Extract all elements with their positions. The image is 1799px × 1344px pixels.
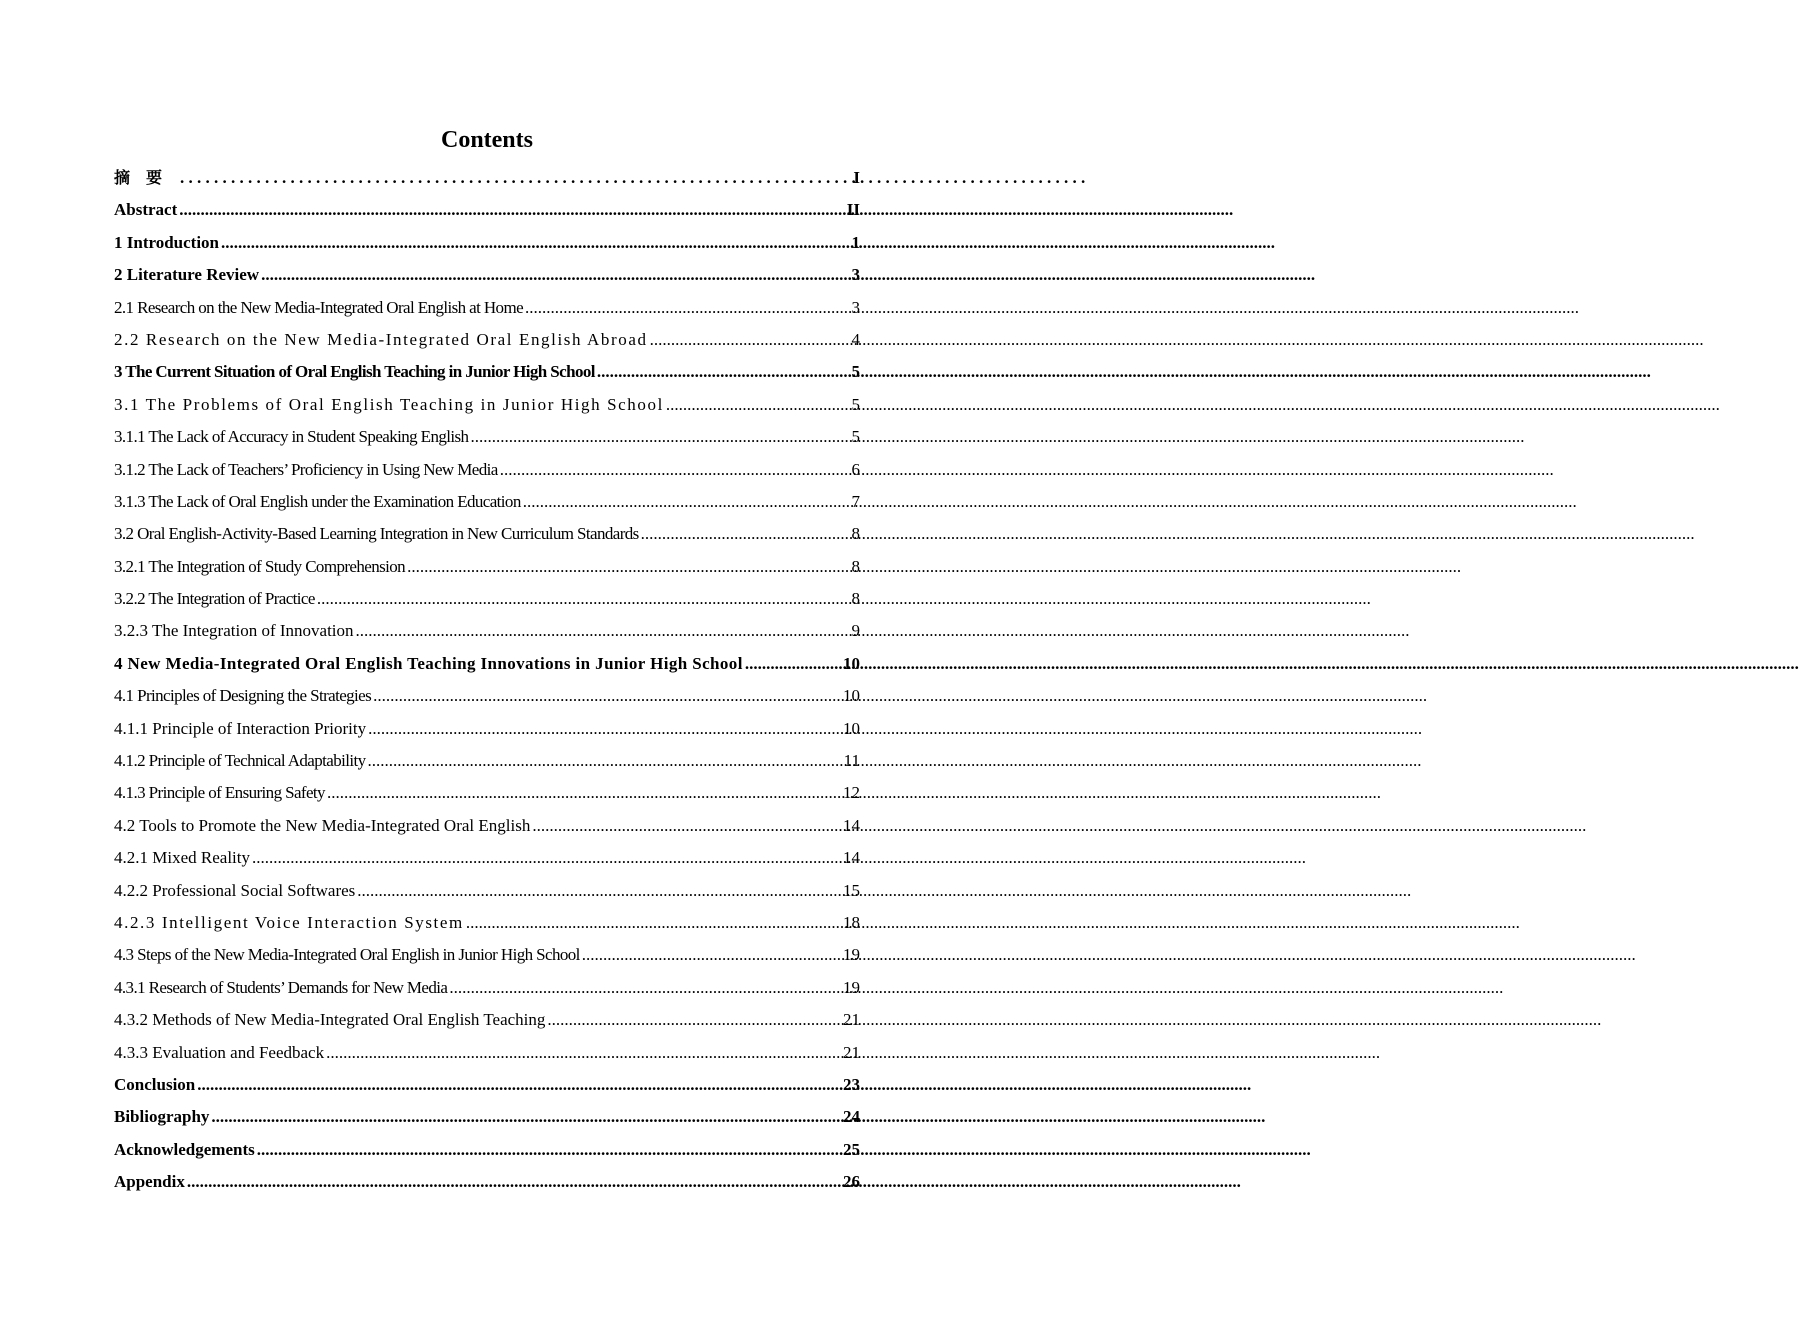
toc-entry-label: 4.2 Tools to Promote the New Media-Integrated Oral English xyxy=(114,815,531,835)
toc-leader-dots xyxy=(525,292,849,324)
toc-entry-4-1-1[interactable] xyxy=(114,713,860,745)
toc-entry-page: 15 xyxy=(843,880,860,900)
toc-leader-dots xyxy=(327,777,841,809)
table-of-contents xyxy=(114,162,860,1199)
toc-entry-conclusion[interactable] xyxy=(114,1069,860,1101)
toc-entry-4-1-3[interactable] xyxy=(114,777,860,809)
toc-entry-label: 3.1.1 The Lack of Accuracy in Student Speaking English xyxy=(114,427,469,447)
toc-entry-page: 24 xyxy=(843,1107,860,1127)
toc-leader-dots xyxy=(221,227,849,259)
toc-entry-label: 4.3 Steps of the New Media-Integrated Oral English in Junior High School xyxy=(114,945,580,965)
toc-leader-dots xyxy=(745,648,841,680)
toc-entry-page: 12 xyxy=(843,783,860,803)
toc-entry-page: 19 xyxy=(843,945,860,965)
toc-entry-page: 21 xyxy=(843,1010,860,1030)
toc-entry-page: 14 xyxy=(843,815,860,835)
toc-entry-chapter-3[interactable] xyxy=(114,356,860,388)
toc-leader-dots xyxy=(500,454,850,486)
toc-entry-4-2[interactable] xyxy=(114,810,860,842)
toc-leader-dots xyxy=(252,842,841,874)
toc-entry-page: I xyxy=(853,168,860,187)
toc-entry-page: 4 xyxy=(851,329,860,349)
toc-entry-3-2-2[interactable] xyxy=(114,583,860,615)
toc-entry-2-1[interactable] xyxy=(114,292,860,324)
toc-entry-page: II xyxy=(846,200,860,220)
toc-entry-page: 19 xyxy=(843,977,860,997)
toc-entry-label: Bibliography xyxy=(114,1107,210,1127)
toc-entry-page: 14 xyxy=(843,848,860,868)
toc-entry-label: 4.3.1 Research of Students’ Demands for New Media xyxy=(114,977,448,997)
toc-entry-label: 4.2.3 Intelligent Voice Interaction System xyxy=(114,912,464,932)
toc-entry-page: 21 xyxy=(843,1042,860,1062)
toc-entry-label: 4.2.1 Mixed Reality xyxy=(114,848,250,868)
toc-leader-dots xyxy=(180,162,851,194)
toc-entry-4-2-2[interactable] xyxy=(114,875,860,907)
toc-entry-3-1-2[interactable] xyxy=(114,454,860,486)
toc-entry-introduction[interactable] xyxy=(114,227,860,259)
toc-entry-label: 3.2.3 The Integration of Innovation xyxy=(114,621,354,641)
toc-entry-page: 10 xyxy=(843,718,860,738)
toc-leader-dots xyxy=(470,421,849,453)
toc-entry-page: 7 xyxy=(851,491,860,511)
toc-entry-label: 4.1.2 Principle of Technical Adaptability xyxy=(114,751,366,771)
toc-leader-dots xyxy=(650,324,850,356)
toc-leader-dots xyxy=(368,745,842,777)
toc-entry-label: 4.1 Principles of Designing the Strategies xyxy=(114,686,372,706)
page-title: Contents xyxy=(440,127,533,153)
toc-entry-page: 8 xyxy=(851,589,860,609)
toc-entry-page: 8 xyxy=(851,556,860,576)
toc-leader-dots xyxy=(449,972,841,1004)
toc-leader-dots xyxy=(666,389,850,421)
toc-entry-page: 26 xyxy=(843,1172,860,1192)
toc-leader-dots xyxy=(523,486,850,518)
toc-entry-label: Abstract xyxy=(114,200,178,220)
toc-entry-label: 4.1.3 Principle of Ensuring Safety xyxy=(114,783,325,803)
toc-leader-dots xyxy=(466,907,841,939)
toc-entry-3-2[interactable] xyxy=(114,518,860,550)
toc-entry-3-2-1[interactable] xyxy=(114,551,860,583)
toc-entry-label: 4.3.3 Evaluation and Feedback xyxy=(114,1042,325,1062)
toc-entry-acknowledgements[interactable] xyxy=(114,1134,860,1166)
toc-entry-page: 3 xyxy=(851,265,860,285)
toc-entry-page: 8 xyxy=(851,524,860,544)
toc-entry-label: 摘要 xyxy=(114,168,179,187)
toc-entry-bibliography[interactable] xyxy=(114,1101,860,1133)
toc-entry-2-2[interactable] xyxy=(114,324,860,356)
toc-entry-4-2-1[interactable] xyxy=(114,842,860,874)
toc-entry-label: 2.1 Research on the New Media-Integrated Oral English at Home xyxy=(114,297,524,317)
toc-entry-label: 3.2.1 The Integration of Study Comprehension xyxy=(114,556,406,576)
toc-entry-label: 3.2.2 The Integration of Practice xyxy=(114,589,315,609)
toc-entry-page: 6 xyxy=(851,459,860,479)
toc-entry-label: 4.3.2 Methods of New Media-Integrated Oral English Teaching xyxy=(114,1010,546,1030)
toc-leader-dots xyxy=(357,875,841,907)
toc-leader-dots xyxy=(261,259,849,291)
toc-entry-label: Acknowledgements xyxy=(114,1139,255,1159)
toc-leader-dots xyxy=(326,1037,841,1069)
toc-entry-label: 3.2 Oral English-Activity-Based Learning Integration in New Curriculum Standards xyxy=(114,524,639,544)
toc-entry-label: 1 Introduction xyxy=(114,232,220,252)
toc-entry-page: 3 xyxy=(851,297,860,317)
toc-entry-label: 4.2.2 Professional Social Softwares xyxy=(114,880,356,900)
toc-entry-page: 5 xyxy=(851,362,860,382)
toc-entry-label: 2 Literature Review xyxy=(114,265,260,285)
toc-entry-label: 3.1.3 The Lack of Oral English under the Examination Education xyxy=(114,491,521,511)
toc-entry-label: Appendix xyxy=(114,1172,185,1192)
toc-entry-4-3-2[interactable] xyxy=(114,1004,860,1036)
toc-entry-page: 5 xyxy=(851,394,860,414)
toc-entry-abstract-chinese[interactable] xyxy=(114,162,860,194)
toc-entry-4-3-3[interactable] xyxy=(114,1037,860,1069)
toc-leader-dots xyxy=(368,713,841,745)
toc-entry-4-1-2[interactable] xyxy=(114,745,860,777)
toc-entry-page: 10 xyxy=(843,686,860,706)
toc-entry-label: 4.1.1 Principle of Interaction Priority xyxy=(114,718,367,738)
toc-entry-3-1-3[interactable] xyxy=(114,486,860,518)
toc-entry-label: 2.2 Research on the New Media-Integrated Oral English Abroad xyxy=(114,329,648,349)
toc-entry-4-1[interactable] xyxy=(114,680,860,712)
toc-entry-3-2-3[interactable] xyxy=(114,615,860,647)
toc-leader-dots xyxy=(187,1166,841,1198)
toc-entry-page: 11 xyxy=(843,751,860,771)
toc-entry-4-3-1[interactable] xyxy=(114,972,860,1004)
toc-entry-label: 3 The Current Situation of Oral English Teaching in Junior High School xyxy=(114,362,595,382)
toc-entry-page: 5 xyxy=(851,427,860,447)
toc-leader-dots xyxy=(356,615,850,647)
toc-leader-dots xyxy=(179,194,845,226)
toc-entry-4-3[interactable] xyxy=(114,939,860,971)
toc-entry-page: 10 xyxy=(843,653,860,673)
toc-leader-dots xyxy=(317,583,850,615)
toc-entry-label: 4 New Media-Integrated Oral English Teaching Innovations in Junior High School xyxy=(114,653,743,673)
toc-leader-dots xyxy=(211,1101,841,1133)
toc-entry-page: 25 xyxy=(843,1139,860,1159)
toc-leader-dots xyxy=(257,1134,841,1166)
toc-leader-dots xyxy=(532,810,841,842)
toc-entry-page: 18 xyxy=(843,912,860,932)
toc-entry-4-2-3[interactable] xyxy=(114,907,860,939)
toc-entry-page: 9 xyxy=(851,621,860,641)
toc-entry-label: Conclusion xyxy=(114,1074,196,1094)
toc-entry-page: 23 xyxy=(843,1074,860,1094)
toc-leader-dots xyxy=(373,680,841,712)
toc-entry-abstract[interactable] xyxy=(114,194,860,226)
toc-leader-dots xyxy=(597,356,850,388)
toc-entry-3-1-1[interactable] xyxy=(114,421,860,453)
toc-entry-label: 3.1 The Problems of Oral English Teaching in Junior High School xyxy=(114,394,664,414)
toc-entry-3-1[interactable] xyxy=(114,389,860,421)
toc-entry-label: 3.1.2 The Lack of Teachers’ Proficiency in Using New Media xyxy=(114,459,498,479)
toc-leader-dots xyxy=(582,939,841,971)
toc-entry-chapter-4[interactable] xyxy=(114,648,860,680)
toc-leader-dots xyxy=(197,1069,841,1101)
toc-leader-dots xyxy=(547,1004,841,1036)
toc-leader-dots xyxy=(641,518,850,550)
toc-entry-literature-review[interactable] xyxy=(114,259,860,291)
toc-leader-dots xyxy=(407,551,849,583)
toc-entry-appendix[interactable] xyxy=(114,1166,860,1198)
toc-entry-page: 1 xyxy=(851,232,860,252)
